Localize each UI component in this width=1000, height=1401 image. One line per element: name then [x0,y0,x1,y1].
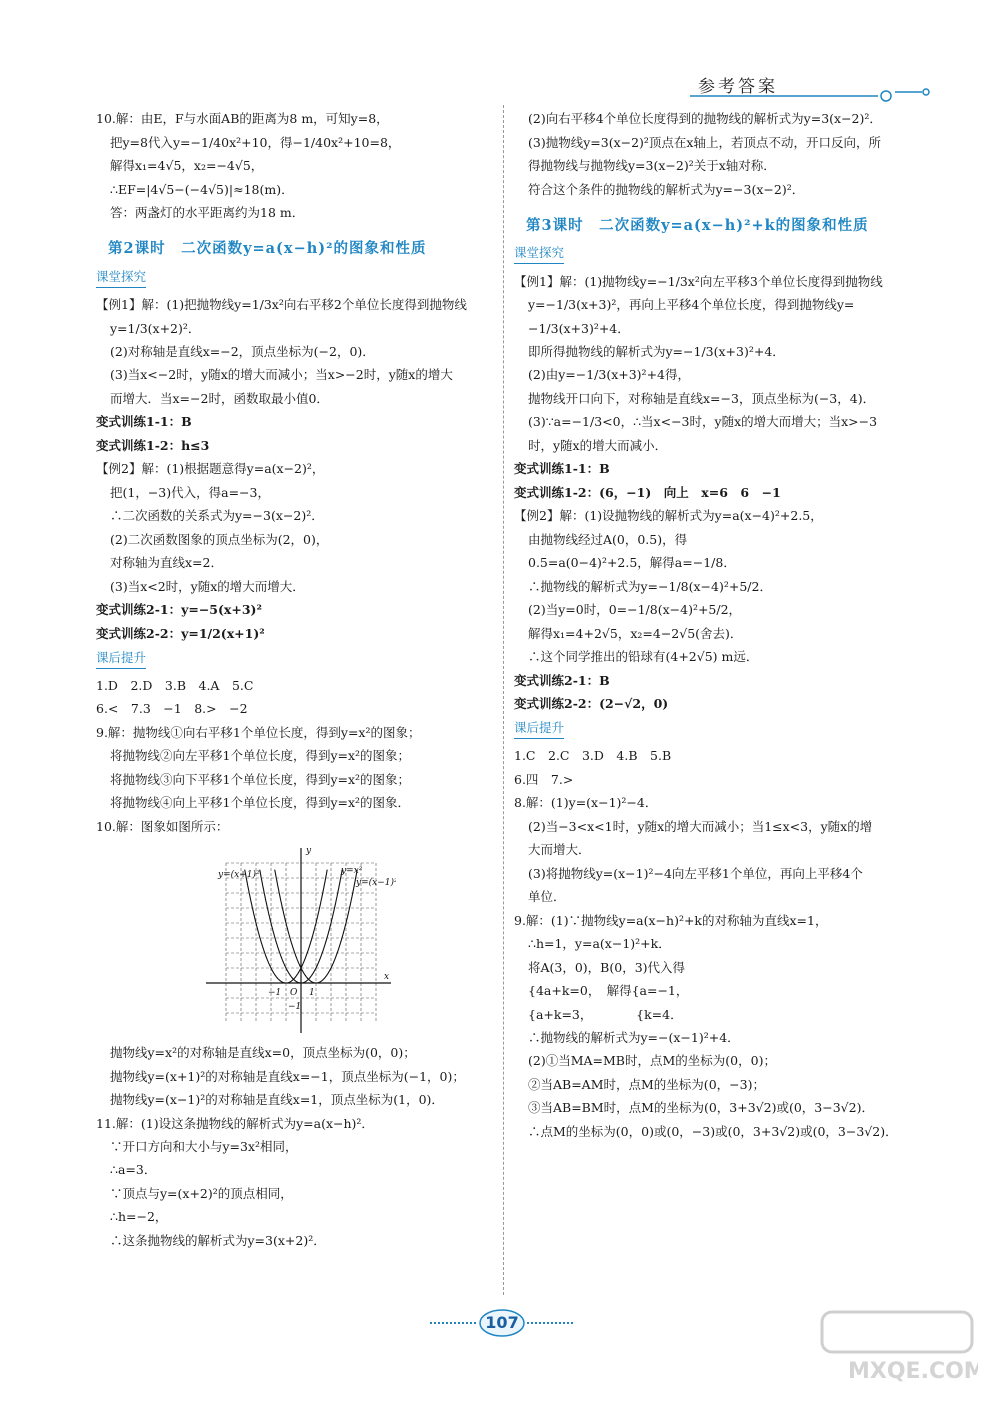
text-line: ∵开口方向和大小与y=3x²相同， [110,1139,298,1155]
text-line: 10.解：由E，F与水面AB的距离为8 m，可知y=8， [96,111,389,127]
right-lines [514,108,914,1144]
text-line: y=−1/3(x+3)²，再向上平移4个单位长度，得到抛物线y= [528,297,855,313]
subsection-title: 课后提升 [96,650,146,669]
text-line: 变式训练2-2：y=1/2(x+1)² [96,625,265,641]
left-column [96,108,492,1253]
subsection-title: 课后提升 [514,720,564,739]
text-line: 将抛物线③向下平移1个单位长度，得到y=x²的图象； [110,771,411,787]
text-line: (2)由y=−1/3(x+3)²+4得， [528,367,690,383]
text-line: 符合这个条件的抛物线的解析式为y=−3(x−2)²． [528,181,805,197]
text-line: 10.解：图象如图所示： [96,818,229,834]
text-line: (2)当−3<x<1时，y随x的增大而减小；当1≤x<3，y随x的增 [528,818,873,834]
text-line: 变式训练2-1：y=−5(x+3)² [96,602,262,618]
text-line: 【例1】解：(1)把抛物线y=1/3x²向右平移2个单位长度得到抛物线 [96,297,467,313]
header-title: 参考答案 [698,77,778,97]
subsection-title: 课堂探究 [96,269,146,288]
text-line: 1.C 2.C 3.D 4.B 5.B [514,748,672,764]
parabola-graph [206,843,492,1038]
text-line: 变式训练2-1：B [514,672,610,688]
parabola-graph-svg [206,843,396,1033]
text-line: ∴抛物线的解析式为y=−(x−1)²+4． [528,1030,740,1046]
graph-label: y [306,845,312,856]
text-line: 将抛物线④向上平移1个单位长度，得到y=x²的图象． [110,795,411,811]
text-line: 【例1】解：(1)抛物线y=−1/3x²向左平移3个单位长度得到抛物线 [514,273,883,289]
column-divider [503,105,504,1295]
watermark-text: MXQE.COM [848,1359,978,1384]
text-line: 变式训练2-2：(2−√2，0) [514,696,669,712]
text-line: 对称轴为直线x=2． [110,555,223,571]
text-line: 大而增大． [528,842,591,858]
text-line: (2)①当MA=MB时，点M的坐标为(0，0)； [528,1053,776,1069]
page-footer [430,1308,575,1338]
text-line: ∴这个同学推出的铅球有(4+2√5) m远． [528,649,759,665]
text-line: ②当AB=AM时，点M的坐标为(0，−3)； [528,1076,765,1092]
text-line: (3)当x<−2时，y随x的增大而减小；当x>−2时，y随x的增大 [110,367,453,383]
graph-label: y=(x+1)² [218,869,260,880]
text-line: 9.解：(1)∵抛物线y=a(x−h)²+k的对称轴为直线x=1， [514,912,828,928]
text-line: (3)当x<2时，y随x的增大而增大． [110,578,305,594]
text-line: (3)将抛物线y=(x−1)²−4向左平移1个单位，再向上平移4个 [528,865,863,881]
text-line: 抛物线y=(x+1)²的对称轴是直线x=−1，顶点坐标为(−1，0)； [110,1068,465,1084]
right-column [514,108,914,1144]
text-line: 6.四 7.> [514,771,574,787]
text-line: 6.< 7.3 −1 8.> −2 [96,701,248,717]
text-line: −1/3(x+3)²+4． [528,320,630,336]
text-line: y=1/3(x+2)²． [110,320,201,336]
text-line: (3)∵a=−1/3<0，∴当x<−3时，y随x的增大而增大；当x>−3 [528,414,878,430]
text-line: 答：两盏灯的水平距离约为18 m． [110,205,305,221]
watermark [818,1308,978,1386]
text-line: 抛物线y=x²的对称轴是直线x=0，顶点坐标为(0，0)； [110,1045,416,1061]
subsection-row [514,245,914,264]
text-line: 变式训练1-2：h≤3 [96,437,210,453]
text-line: 11.解：(1)设这条抛物线的解析式为y=a(x−h)²． [96,1115,374,1131]
graph-label: −1 [288,1001,302,1012]
subsection-row [96,650,492,669]
text-line: 变式训练1-1：B [514,461,610,477]
text-line: 【例2】解：(1)设抛物线的解析式为y=a(x−4)²+2.5， [514,508,823,524]
text-line: ③当AB=BM时，点M的坐标为(0，3+3√2)或(0，3−3√2)． [528,1100,874,1116]
text-line: (3)抛物线y=3(x−2)²顶点在x轴上，若顶点不动，开口反向，所 [528,134,881,150]
text-line: ∵顶点与y=(x+2)²的顶点相同， [110,1185,293,1201]
text-line: (2)当y=0时，0=−1/8(x−4)²+5/2， [528,602,742,618]
graph-label: y=x² [341,865,363,876]
graph-label: y=(x−1)² [356,877,396,888]
page-header [690,70,930,102]
text-line: 由抛物线经过A(0，0.5)，得 [528,531,688,547]
text-line: 解得x₁=4√5，x₂=−4√5， [110,158,264,174]
text-line: ∴点M的坐标为(0，0)或(0，−3)或(0，3+3√2)或(0，3−3√2)． [528,1123,898,1139]
left-after-lines [96,1042,492,1253]
text-line: 抛物线开口向下，对称轴是直线x=−3，顶点坐标为(−3，4)． [528,390,876,406]
text-line: 9.解：抛物线①向右平移1个单位长度，得到y=x²的图象； [96,724,421,740]
text-line: ∴这条抛物线的解析式为y=3(x+2)²． [110,1232,326,1248]
text-line: 1.D 2.D 3.B 4.A 5.C [96,677,254,693]
text-line: 0.5=a(0−4)²+2.5，解得a=−1/8． [528,555,736,571]
text-line: 变式训练1-1：B [96,414,192,430]
text-line: 时，y随x的增大而减小． [528,437,668,453]
text-line: (2)二次函数图象的顶点坐标为(2，0)， [110,531,329,547]
section-title: 第2课时 二次函数y=a(x−h)²的图象和性质 [108,240,427,258]
text-line: 把y=8代入y=−1/40x²+10，得−1/40x²+10=8， [110,134,401,150]
text-line: 抛物线y=(x−1)²的对称轴是直线x=1，顶点坐标为(1，0)． [110,1092,444,1108]
text-line: ∴EF=|4√5−(−4√5)|≈18(m)． [110,181,294,197]
subsection-row [96,269,492,288]
text-line: 将抛物线②向左平移1个单位长度，得到y=x²的图象； [110,748,411,764]
text-line: 8.解：(1)y=(x−1)²−4． [514,795,658,811]
text-line: 单位． [528,889,566,905]
watermark-logo [818,1308,978,1386]
text-line: (2)对称轴是直线x=−2，顶点坐标为(−2，0)． [110,344,375,360]
text-line: ∴h=1，y=a(x−1)²+k． [528,936,671,952]
text-line: {a+k=3， {k=4． [528,1006,683,1022]
header-decoration [690,70,930,102]
graph-label: O [290,987,298,998]
text-line: 即所得抛物线的解析式为y=−1/3(x+3)²+4． [528,344,785,360]
text-line: 将A(3，0)，B(0，3)代入得 [528,959,686,975]
graph-label: 1 [309,987,315,998]
section-title: 第3课时 二次函数y=a(x−h)²+k的图象和性质 [526,216,869,234]
text-line: 而增大．当x=−2时，函数取最小值0． [110,390,329,406]
left-lines [96,108,492,839]
text-line: 得抛物线与抛物线y=3(x−2)²关于x轴对称． [528,158,776,174]
subsection-row [514,720,914,739]
text-line: ∴h=−2， [110,1209,168,1225]
text-line: ∴抛物线的解析式为y=−1/8(x−4)²+5/2． [528,578,772,594]
page-number: 107 [485,1313,519,1332]
graph-label: −1 [268,987,282,998]
text-line: (2)向右平移4个单位长度得到的抛物线的解析式为y=3(x−2)²． [528,111,882,127]
text-line: 变式训练1-2：(6，−1) 向上 x=6 6 −1 [514,484,781,500]
text-line: 把(1，−3)代入，得a=−3， [110,484,270,500]
text-line: 【例2】解：(1)根据题意得y=a(x−2)²， [96,461,325,477]
text-line: ∴a=3． [110,1162,157,1178]
text-line: 解得x₁=4+2√5，x₂=4−2√5(舍去)． [528,625,743,641]
text-line: {4a+k=0， 解得{a=−1， [528,983,689,999]
text-line: ∴二次函数的关系式为y=−3(x−2)²． [110,508,324,524]
subsection-title: 课堂探究 [514,245,564,264]
graph-label: x [384,971,390,982]
